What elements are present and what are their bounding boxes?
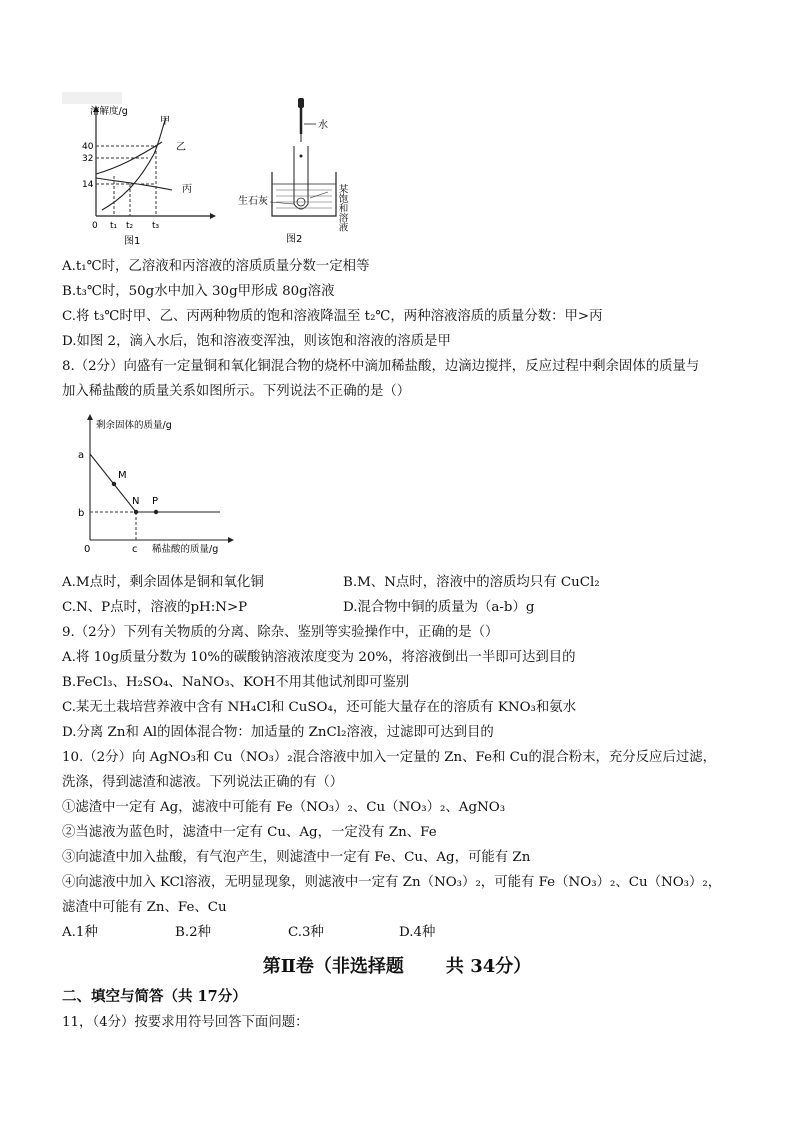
y-tick-40: 40 xyxy=(82,142,94,152)
section-title-left: 第Ⅱ卷（非选择题 xyxy=(262,956,404,977)
q9-option-a: A.将 10g质量分数为 10%的碳酸钠溶液浓度变为 20%，将溶液倒出一半即可达到目的 xyxy=(62,650,576,665)
chart-xlabel: 稀盐酸的质量/g xyxy=(152,544,219,555)
point-n xyxy=(134,510,138,514)
chart-ylabel: 剩余固体的质量/g xyxy=(96,420,172,431)
q10-statement-4b: 滤渣中可能有 Zn、Fe、Cu xyxy=(62,900,227,915)
x-tick-t3: t₃ xyxy=(152,221,160,231)
q7-option-a: A.t₁℃时，乙溶液和丙溶液的溶质质量分数一定相等 xyxy=(62,259,370,274)
label-yi: 乙 xyxy=(176,142,186,153)
x-tick-t2: t₂ xyxy=(126,221,134,231)
y-tick-32: 32 xyxy=(82,154,94,164)
q10-option-c: C.3种 xyxy=(288,925,324,940)
point-p xyxy=(154,510,158,514)
q7-option-d: D.如图 2，滴入水后，饱和溶液变浑浊，则该饱和溶液的溶质是甲 xyxy=(62,334,451,349)
q7-option-c: C.将 t₃℃时甲、乙、丙两种物质的饱和溶液降温至 t₂℃，两种溶液溶质的质量分数：甲>丙 xyxy=(62,309,603,324)
q9-option-c: C.某无土栽培营养液中含有 NH₄Cl和 CuSO₄，还可能大量存在的溶质有 KNO₃和氨水 xyxy=(62,700,577,715)
q10-option-a: A.1种 xyxy=(62,925,98,940)
x-tick-t1: t₁ xyxy=(110,221,118,231)
y-tick-14: 14 xyxy=(82,180,94,190)
y-axis-label: 溶解度/g xyxy=(90,106,128,117)
label-m: M xyxy=(118,470,127,481)
q10-stem-line1: 10.（2分）向 AgNO₃和 Cu（NO₃）₂混合溶液中加入一定量的 Zn、Fe和 Cu的混合粉末，充分反应后过滤， xyxy=(62,750,717,765)
q9-option-d: D.分离 Zn和 Al的固体混合物：加适量的 ZnCl₂溶液，过滤即可达到目的 xyxy=(62,725,494,740)
q8-option-a: A.M点时，剩余固体是铜和氧化铜 xyxy=(62,575,264,590)
x-tick-c: c xyxy=(132,544,138,555)
q10-option-b: B.2种 xyxy=(175,925,212,940)
label-jia: 甲 xyxy=(160,116,170,127)
x-tick-0: 0 xyxy=(92,221,98,231)
label-n: N xyxy=(132,496,140,507)
q10-statement-3: ③向滤渣中加入盐酸，有气泡产生，则滤渣中一定有 Fe、Cu、Ag，可能有 Zn xyxy=(62,850,531,865)
q10-stem-line2: 洗涤，得到滤渣和滤液。下列说法正确的有（） xyxy=(62,775,344,790)
figure-2-apparatus xyxy=(232,92,372,247)
section-2-title xyxy=(0,952,794,978)
label-lime: 生石灰 xyxy=(238,196,268,207)
q7-option-b: B.t₃℃时，50g水中加入 30g甲形成 80g溶液 xyxy=(62,284,335,299)
figure-2-caption: 图2 xyxy=(286,234,303,245)
point-m xyxy=(112,482,116,486)
figure-1-caption: 图1 xyxy=(124,236,141,247)
y-tick-a: a xyxy=(78,450,85,461)
q10-statement-4a: ④向滤液中加入 KCl溶液，无明显现象，则滤液中一定有 Zn（NO₃）₂，可能有 Fe（NO₃）₂、Cu（NO₃）₂， xyxy=(62,875,722,890)
label-p: P xyxy=(152,496,159,507)
q9-option-b: B.FeCl₃、H₂SO₄、NaNO₃、KOH不用其他试剂即可鉴别 xyxy=(62,675,410,690)
q9-stem: 9.（2分）下列有关物质的分离、除杂、鉴别等实验操作中，正确的是（） xyxy=(62,625,499,640)
part-2-heading: 二、填空与简答（共 17分） xyxy=(62,988,247,1005)
q8-option-d: D.混合物中铜的质量为（a-b）g xyxy=(343,600,535,615)
q8-stem-line2: 加入稀盐酸的质量关系如图所示。下列说法不正确的是（） xyxy=(62,384,411,399)
label-solution: 某饱和溶液 xyxy=(336,184,348,232)
q8-mass-chart xyxy=(70,412,240,562)
q10-option-d: D.4种 xyxy=(399,925,436,940)
q10-statement-2: ②当滤液为蓝色时，滤渣中一定有 Cu、Ag，一定没有 Zn、Fe xyxy=(62,825,437,840)
q8-option-c: C.N、P点时，溶液的pH:N>P xyxy=(62,600,248,615)
figure-1-solubility-chart xyxy=(62,92,232,247)
x-tick-0: 0 xyxy=(84,544,91,555)
label-bing: 丙 xyxy=(182,184,192,195)
y-tick-b: b xyxy=(78,508,85,519)
q8-option-b: B.M、N点时，溶液中的溶质均只有 CuCl₂ xyxy=(343,575,600,590)
q10-statement-1: ①滤渣中一定有 Ag，滤液中可能有 Fe（NO₃）₂、Cu（NO₃）₂、AgNO₃ xyxy=(62,800,506,815)
section-title-right: 共 34分） xyxy=(445,956,532,977)
q8-stem-line1: 8.（2分）向盛有一定量铜和氧化铜混合物的烧杯中滴加稀盐酸，边滴边搅拌，反应过程中剩余固体的质量与 xyxy=(62,359,700,374)
q11-stem: 11，（4分）按要求用符号回答下面问题： xyxy=(62,1015,309,1030)
label-water: 水 xyxy=(318,120,328,131)
